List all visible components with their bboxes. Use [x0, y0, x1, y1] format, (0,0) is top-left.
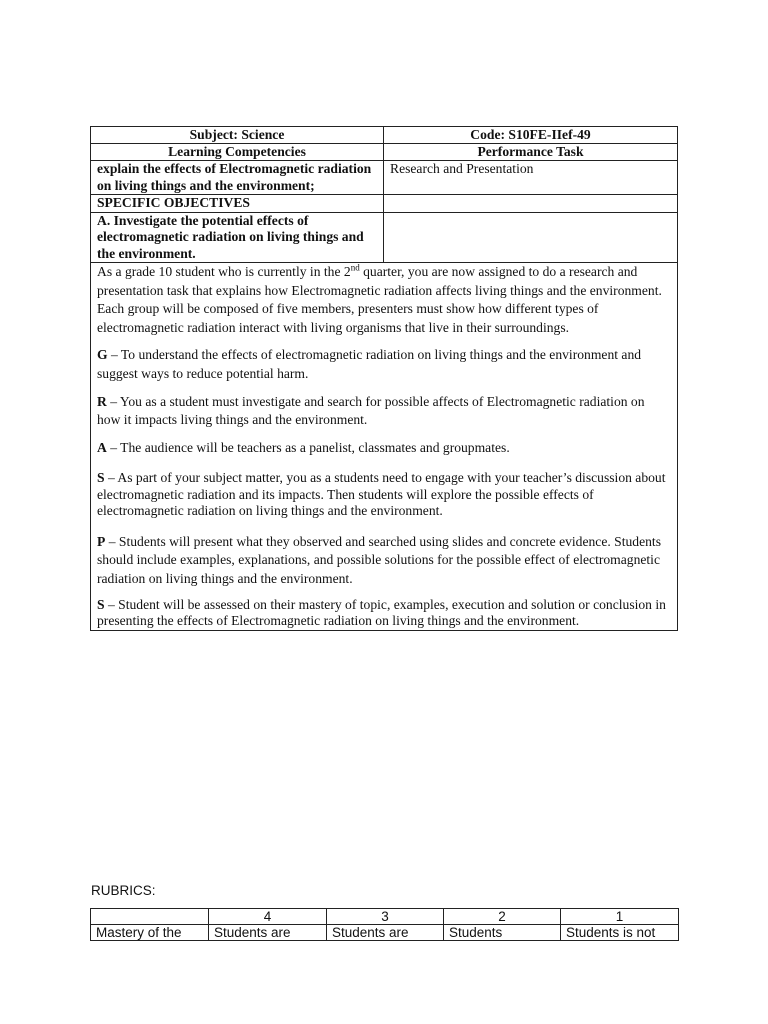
rubric-header-cell: 2: [444, 909, 561, 925]
rubric-table: [90, 908, 679, 941]
rubrics-label: RUBRICS:: [91, 883, 156, 898]
empty-cell: [384, 212, 678, 263]
rubric-cell: Students are: [327, 925, 444, 941]
grasps-standards: S – Student will be assessed on their mastery of topic, examples, execution and solution or conclusion in presenting the effects of Electromagnetic radiation on living things and the environment.: [97, 596, 666, 629]
rubric-cell: Students is not: [561, 925, 679, 941]
code-cell: Code: S10FE-IIef-49: [384, 127, 678, 144]
objective-a-row: [91, 212, 678, 263]
task-description-row: [91, 263, 678, 631]
rubric-header-cell: 1: [561, 909, 679, 925]
rubric-header-row: [91, 909, 679, 925]
performance-task-text: Research and Presentation: [384, 161, 678, 195]
objectives-heading-row: [91, 195, 678, 213]
rubric-row: [91, 925, 679, 941]
grasps-letter: G: [97, 347, 108, 363]
competency-row: [91, 161, 678, 195]
rubric-header-cell: 4: [209, 909, 327, 925]
competencies-label: Learning Competencies: [91, 144, 384, 161]
task-description-cell: [91, 263, 678, 631]
grasps-letter: S: [97, 596, 105, 612]
task-intro: As a grade 10 student who is currently in the 2nd quarter, you are now assigned to do a research and presentation task that explains how Electromagnetic radiation affects living things and the environment. Each group will be composed of five members, presenters must show how different types of electromagnetic radiation interact with living organisms that live in their surroundings.: [97, 262, 662, 335]
objectives-heading: SPECIFIC OBJECTIVES: [91, 195, 384, 213]
performance-task-table: [90, 126, 678, 631]
grasps-letter: R: [97, 393, 107, 409]
header-row-labels: [91, 144, 678, 161]
rubric-cell: Students are: [209, 925, 327, 941]
grasps-product: P – Students will present what they observed and searched using slides and concrete evidence. Students should include examples, explanations, and possible solutions for the possible effect of electromagnetic radiation on living things and the environment.: [97, 533, 661, 587]
task-label: Performance Task: [384, 144, 678, 161]
grasps-situation: S – As part of your subject matter, you as a students need to engage with your teacher’s discussion about electromagnetic radiation and its impacts. Then students will explore the possible effects of electromagnetic radiation on living things and the environment.: [97, 470, 666, 519]
subject-cell: Subject: Science: [91, 127, 384, 144]
grasps-role: R – You as a student must investigate and search for possible affects of Electromagnetic radiation on how it impacts living things and the environment.: [97, 393, 645, 428]
rubric-criterion-cell: Mastery of the: [91, 925, 209, 941]
grasps-letter: P: [97, 533, 106, 549]
grasps-goal: G – To understand the effects of electromagnetic radiation on living things and the environment and suggest ways to reduce potential harm.: [97, 347, 642, 381]
objective-a: A. Investigate the potential effects of electromagnetic radiation on living things and the environment.: [91, 212, 384, 263]
competency-text: explain the effects of Electromagnetic radiation on living things and the environment;: [91, 161, 384, 195]
grasps-letter: S: [97, 470, 105, 486]
grasps-audience: A – The audience will be teachers as a panelist, classmates and groupmates.: [97, 439, 510, 455]
rubric-header-cell: 3: [327, 909, 444, 925]
empty-cell: [384, 195, 678, 213]
header-row-subject: [91, 127, 678, 144]
grasps-letter: A: [97, 439, 107, 455]
rubric-header-cell: [91, 909, 209, 925]
rubric-cell: Students: [444, 925, 561, 941]
